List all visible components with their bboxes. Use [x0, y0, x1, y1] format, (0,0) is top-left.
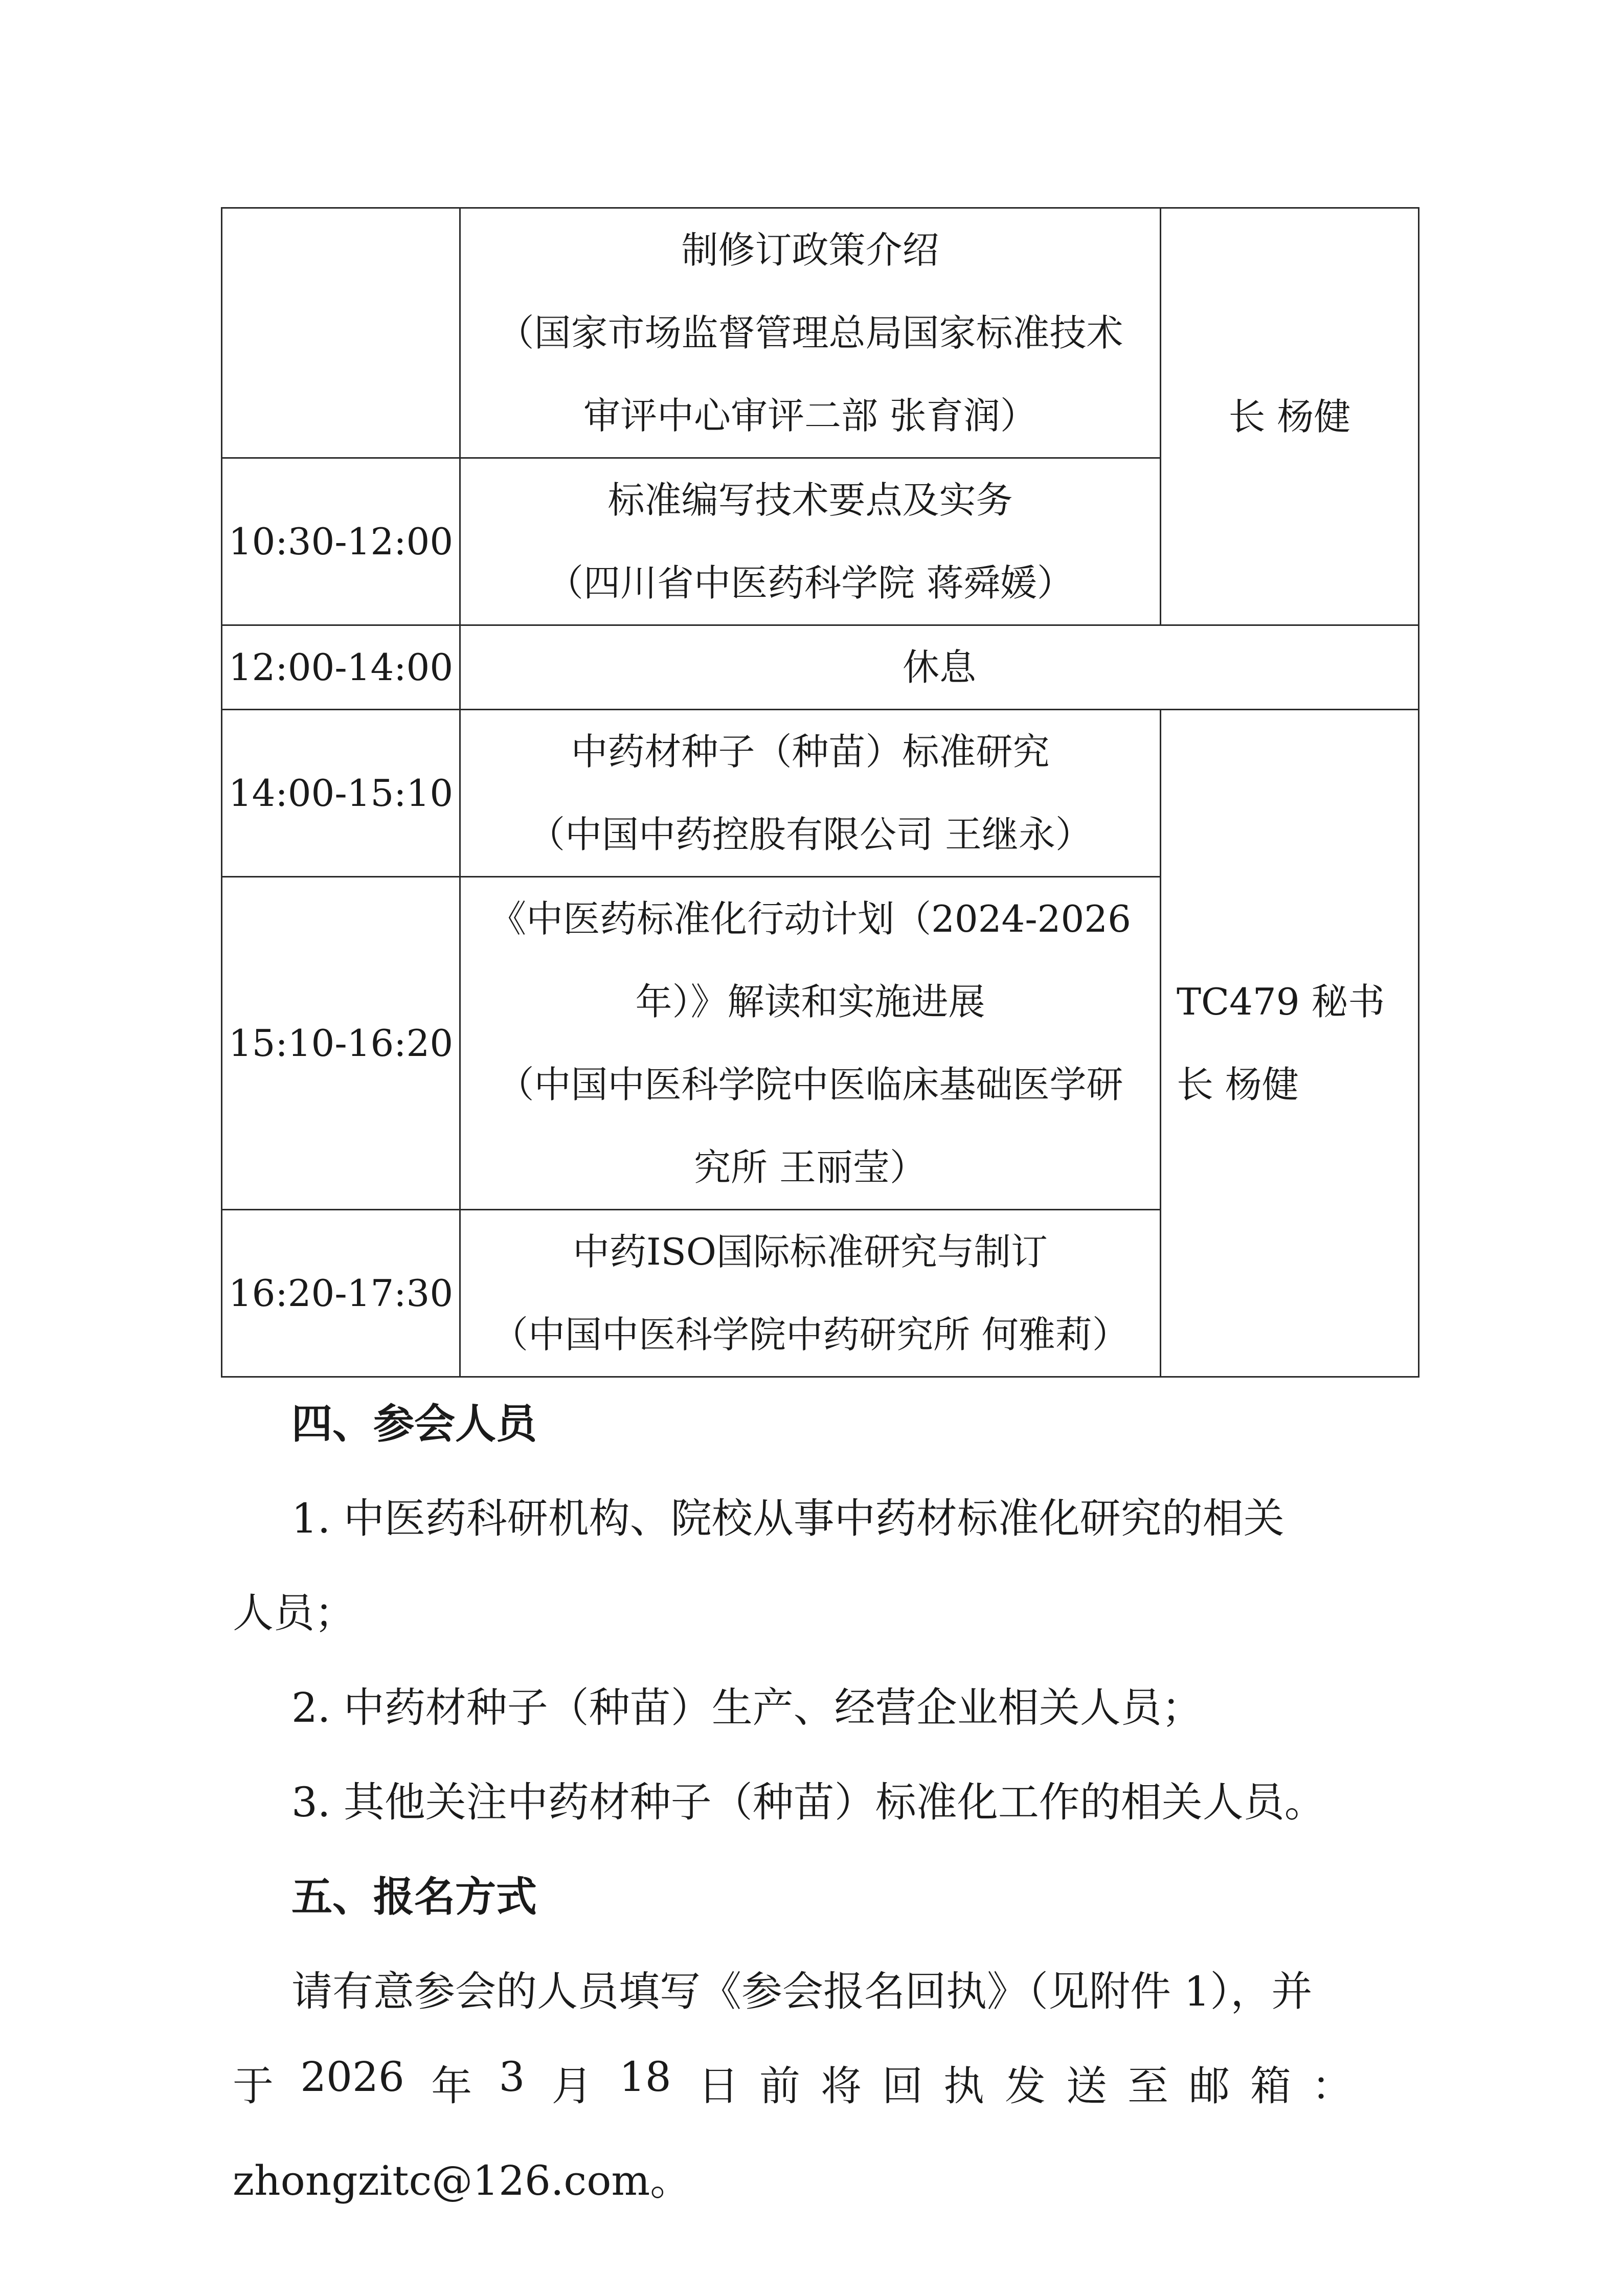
- email-address[interactable]: zhongzitc@126.com。: [233, 2157, 691, 2204]
- time-cell: 15:10-16:20: [222, 877, 460, 1210]
- host-cell: [1161, 208, 1419, 625]
- text-token: 于: [233, 2062, 274, 2110]
- text-token: 18: [619, 2053, 671, 2101]
- time-cell: 14:00-15:10: [222, 710, 460, 877]
- paragraph-line-justified: [233, 2053, 1373, 2112]
- topic-cell: [460, 458, 1161, 625]
- topic-cell: [460, 208, 1161, 458]
- text-token: 日前将回执发送至邮箱：: [697, 2062, 1373, 2110]
- text-token: 2026: [300, 2053, 404, 2101]
- list-item: 3. 其他关注中药材种子（种苗）标准化工作的相关人员。: [291, 1779, 1325, 1826]
- topic-cell: [460, 877, 1161, 1210]
- text-token: 年: [431, 2062, 472, 2110]
- paragraph-line: 请有意参会的人员填写《参会报名回执》（见附件 1），并: [291, 1968, 1313, 2015]
- topic-line: （中国中医科学院中医临床基础医学研: [497, 1063, 1123, 1106]
- topic-line: 审评中心审评二部 张育润）: [583, 394, 1037, 437]
- topic-line: （中国中医科学院中药研究所 何雅莉）: [491, 1313, 1129, 1356]
- topic-cell: [460, 1210, 1161, 1377]
- topic-line: （国家市场监督管理总局国家标准技术: [497, 311, 1123, 354]
- topic-line: 休息: [902, 646, 976, 689]
- topic-line: 中药ISO国际标准研究与制订: [573, 1230, 1048, 1273]
- topic-line: 《中医药标准化行动计划（2024-2026: [489, 897, 1131, 940]
- section-heading: 四、参会人员: [291, 1400, 537, 1448]
- host-cell: [1161, 710, 1419, 1377]
- table-row: [222, 625, 1419, 710]
- host-line: 长 杨健: [1177, 1063, 1299, 1106]
- list-item-continuation: 人员；: [233, 1589, 355, 1637]
- time-cell: 16:20-17:30: [222, 1210, 460, 1377]
- time-cell: 12:00-14:00: [222, 625, 460, 710]
- host-line: 长 杨健: [1228, 395, 1351, 438]
- topic-line: 标准编写技术要点及实务: [607, 479, 1013, 522]
- section-heading: 五、报名方式: [291, 1873, 537, 1921]
- topic-line: 年）》解读和实施进展: [635, 980, 985, 1023]
- text-token: 月: [551, 2062, 593, 2110]
- topic-line: 制修订政策介绍: [681, 229, 939, 272]
- topic-line: （中国中药控股有限公司 王继永）: [528, 813, 1092, 856]
- topic-cell: [460, 710, 1161, 877]
- list-item: 2. 中药材种子（种苗）生产、经营企业相关人员；: [291, 1684, 1203, 1731]
- text-token: 3: [499, 2053, 525, 2101]
- topic-line: 究所 王丽莹）: [694, 1146, 927, 1189]
- host-line: TC479 秘书: [1177, 980, 1385, 1023]
- table-row: [222, 208, 1419, 458]
- agenda-table: [221, 207, 1419, 1378]
- time-cell: 10:30-12:00: [222, 458, 460, 625]
- table-row: [222, 710, 1419, 877]
- list-item: 1. 中医药科研机构、院校从事中药材标准化研究的相关: [291, 1495, 1284, 1542]
- break-cell: [460, 625, 1419, 710]
- topic-line: （四川省中医药科学院 蒋舜媛）: [547, 561, 1074, 604]
- time-cell: [222, 208, 460, 458]
- topic-line: 中药材种子（种苗）标准研究: [571, 730, 1050, 773]
